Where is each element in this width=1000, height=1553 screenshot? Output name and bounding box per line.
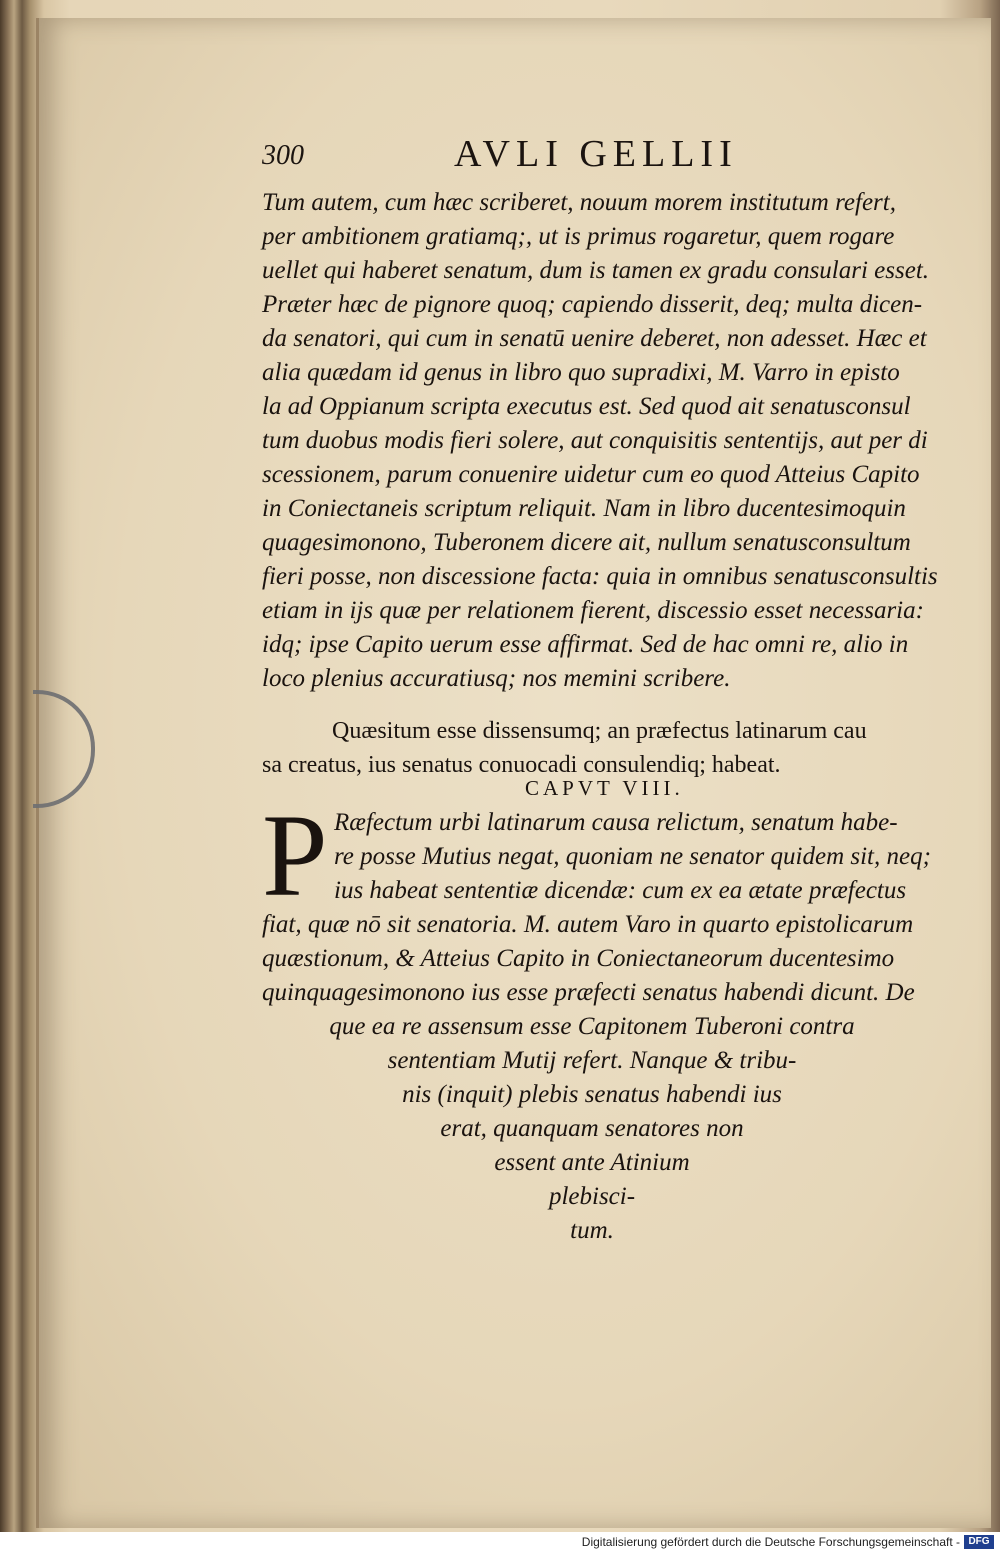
footer-bar	[0, 1532, 1000, 1553]
tapered-text	[262, 1010, 922, 1248]
text-line: nis (inquit) plebis senatus habendi ius	[402, 1081, 782, 1108]
text-line: essent ante Atinium	[494, 1149, 690, 1176]
body-text-2	[262, 790, 931, 1010]
text-line: re posse Mutius negat, quoniam ne senator quidem sit, neq;	[334, 843, 931, 870]
folio-number: 300	[262, 140, 304, 171]
text-line: sententiam Mutij refert. Nanque & tribu-	[387, 1047, 797, 1074]
text-line: tum.	[570, 1217, 614, 1244]
chapter-heading: CAPVT VIII.	[525, 776, 684, 800]
text-line: quæstionum, & Atteius Capito in Coniectaneorum ducentesimo	[262, 945, 895, 972]
text-line: plebisci-	[548, 1183, 636, 1210]
text-line: uellet qui haberet senatum, dum is tamen ex gradu consulari esset.	[262, 257, 930, 284]
text-line: Præter hæc de pignore quoq; capiendo disserit, deq; multa dicen-	[262, 291, 923, 318]
summary-line: sa creatus, ius senatus conuocadi consulendiq; habeat.	[262, 752, 781, 778]
drop-capital: P	[262, 790, 328, 921]
text-line: quagesimonono, Tuberonem dicere ait, nullum senatusconsultum	[262, 529, 911, 556]
summary-line: Quæsitum esse dissensumq; an præfectus latinarum cau	[332, 718, 867, 744]
text-line: quinquagesimonono ius esse præfecti senatus habendi dicunt. De	[262, 979, 915, 1006]
funding-note: Digitalisierung gefördert durch die Deutsche Forschungsgemeinschaft -	[581, 1535, 960, 1549]
text-line: la ad Oppianum scripta executus est. Sed quod ait senatusconsul	[262, 393, 911, 420]
text-line: loco plenius accuratiusq; nos memini scribere.	[262, 665, 731, 692]
text-line: per ambitionem gratiamq;, ut is primus rogaretur, quem rogare	[262, 223, 895, 250]
clasp-ring	[33, 690, 95, 808]
text-line: ius habeat sententiæ dicendæ: cum ex ea ætate præfectus	[334, 877, 907, 904]
running-head: AVLI GELLII	[454, 133, 738, 175]
text-line: Tum autem, cum hæc scriberet, nouum morem institutum refert,	[262, 189, 896, 216]
text-line: in Coniectaneis scriptum reliquit. Nam in libro ducentesimoquin	[262, 495, 906, 522]
text-line: Ræfectum urbi latinarum causa relictum, senatum habe-	[334, 809, 898, 836]
text-line: etiam in ijs quæ per relationem fierent, discessio esset necessaria:	[262, 597, 924, 624]
text-line: erat, quanquam senatores non	[440, 1115, 744, 1142]
text-line: tum duobus modis fieri solere, aut conquisitis sententijs, aut per di	[262, 427, 928, 454]
text-line: fiat, quæ nō sit senatoria. M. autem Varo in quarto epistolicarum	[262, 911, 914, 938]
page-header	[262, 132, 762, 178]
text-line: que ea re assensum esse Capitonem Tuberoni contra	[329, 1013, 855, 1040]
text-line: fieri posse, non discessione facta: quia in omnibus senatusconsultis	[262, 563, 938, 590]
text-line: scessionem, parum conuenire uidetur cum eo quod Atteius Capito	[262, 461, 920, 488]
text-line: alia quædam id genus in libro quo supradixi, M. Varro in episto	[262, 359, 900, 386]
text-line: da senatori, qui cum in senatū uenire deberet, non adesset. Hæc et	[262, 325, 927, 352]
text-line: idq; ipse Capito uerum esse affirmat. Sed de hac omni re, alio in	[262, 631, 909, 658]
dfg-logo-icon: DFG	[964, 1535, 994, 1549]
chapter-summary	[262, 714, 922, 782]
body-text-1	[262, 186, 938, 696]
